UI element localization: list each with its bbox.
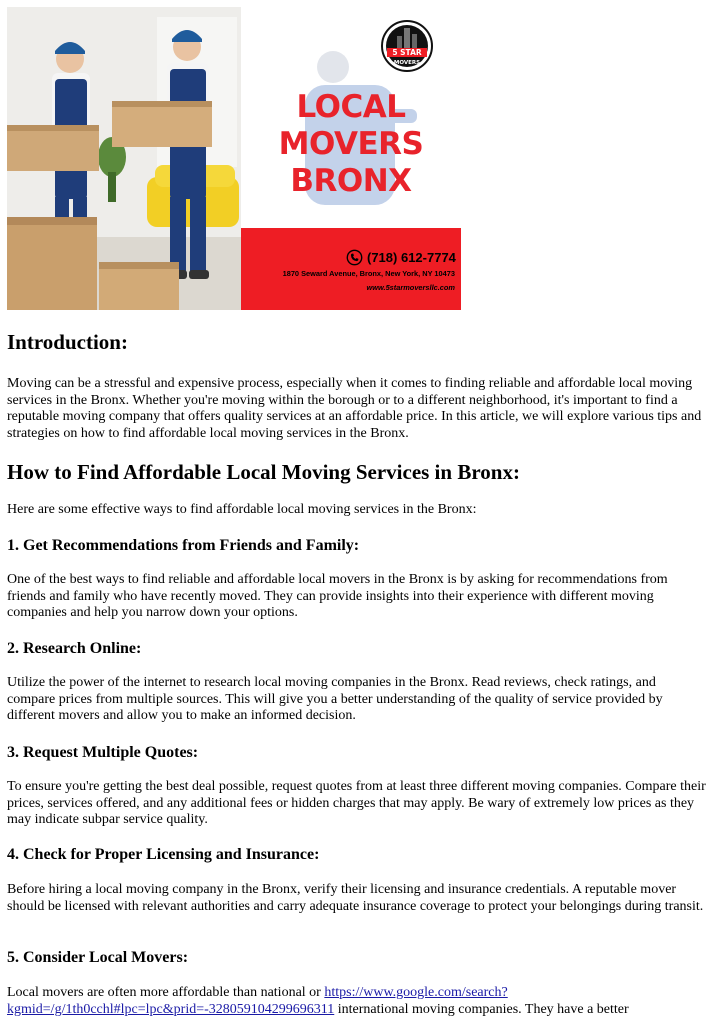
- step-5-paragraph: [7, 985, 707, 1018]
- phone-row: [346, 249, 456, 266]
- step-5-text-before: Local movers are often more affordable than national or: [7, 985, 325, 1000]
- introduction-heading: Introduction:: [7, 330, 128, 354]
- main-intro-paragraph: Here are some effective ways to find affordable local moving services in the Bronx:: [7, 502, 477, 517]
- movers-illustration: [7, 7, 241, 310]
- step-4-paragraph: Before hiring a local moving company in the Bronx, verify their licensing and insurance credentials. A reputable mover should be licensed with relevant authorities and carry adequate insurance coverage to protect your belongings during transit.: [7, 882, 704, 914]
- headline-line-2: MOVERS: [278, 126, 424, 162]
- step-4-heading: 4. Check for Proper Licensing and Insurance:: [7, 846, 320, 863]
- step-5-heading: 5. Consider Local Movers:: [7, 949, 189, 966]
- step-2-heading: 2. Research Online:: [7, 640, 142, 657]
- movers-photo: [7, 7, 241, 310]
- step-2-paragraph: Utilize the power of the internet to research local moving companies in the Bronx. Read reviews, check ratings, and compare prices from multiple sources. This will give you a better understanding of the quality of service provided by different movers and allow you to make an informed decision.: [7, 675, 663, 723]
- five-star-movers-logo: [381, 20, 433, 72]
- step-5-text-after: international moving companies. They have a better: [334, 1001, 629, 1017]
- step-1-heading: 1. Get Recommendations from Friends and Family:: [7, 537, 360, 554]
- hero-banner: [7, 7, 461, 310]
- banner-headline: [241, 89, 461, 200]
- step-3-heading: 3. Request Multiple Quotes:: [7, 744, 199, 761]
- step-3-paragraph: To ensure you're getting the best deal possible, request quotes from at least three different moving companies. Compare their prices, services offered, and any additional fees or hidden charges that may apply. Be wary of extremely low prices as they may indicate subpar service quality.: [7, 779, 706, 827]
- main-heading: How to Find Affordable Local Moving Services in Bronx:: [7, 460, 520, 484]
- svg-text:5 STAR: 5 STAR: [392, 48, 422, 57]
- headline-line-3: BRONX: [290, 163, 412, 199]
- headline-line-1: LOCAL: [296, 89, 406, 125]
- address-text: 1870 Seward Avenue, Bronx, New York, NY 10473: [282, 269, 455, 278]
- banner-text-panel: [241, 7, 461, 310]
- website-text: www.5starmoversllc.com: [366, 283, 455, 292]
- step-1-paragraph: One of the best ways to find reliable and affordable local movers in the Bronx is by asking for recommendations from friends and family who have recently moved. They can provide insights into their experience with different moving companies and help you narrow down your options.: [7, 572, 668, 620]
- svg-text:MOVERS: MOVERS: [393, 60, 421, 66]
- introduction-paragraph: Moving can be a stressful and expensive process, especially when it comes to finding reliable and affordable local moving services in the Bronx. Whether you're moving within the borough or to a different neighborhood, it's important to find a reputable moving company that offers quality services at an affordable price. In this article, we will explore various tips and strategies on how to find affordable local moving services in the Bronx.: [7, 376, 702, 441]
- phone-number: (718) 612-7774: [367, 250, 456, 265]
- google-search-link[interactable]: https://www.google.com/search?kgmid=/g/1th0cchl#lpc=lpc&prid=-328059104299696311: [7, 985, 508, 1017]
- phone-icon: [346, 249, 363, 266]
- contact-band: [241, 228, 461, 310]
- page: [7, 7, 707, 1017]
